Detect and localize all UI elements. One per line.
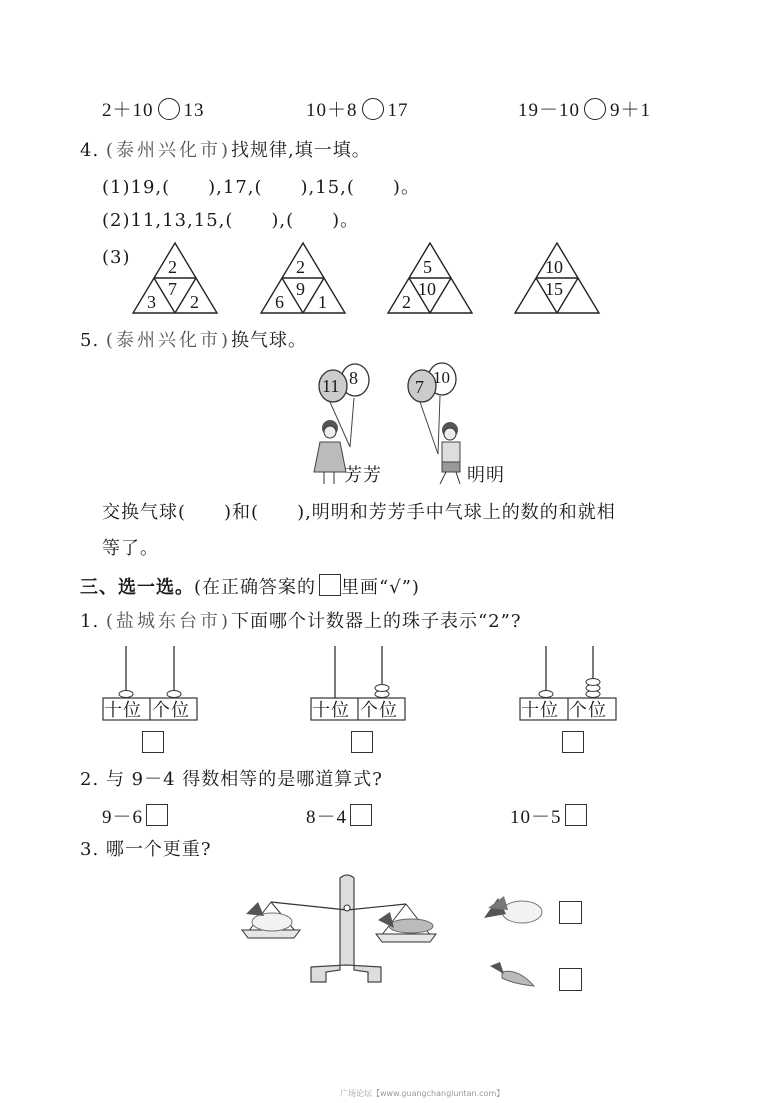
q4-part1: (1)19,( ),17,( ),15,( )。 bbox=[102, 177, 420, 198]
balloon-mingming-2: 10 bbox=[433, 368, 450, 387]
q5-heading bbox=[80, 330, 307, 352]
triangle-4-top: 10 bbox=[545, 257, 563, 277]
question-number: 5. bbox=[80, 330, 100, 351]
question-source: (泰州兴化市) bbox=[105, 140, 231, 161]
q5-question-line1: 交换气球( )和( ),明明和芳芳手中气球上的数的和就相 bbox=[102, 502, 616, 523]
section-3-heading bbox=[80, 574, 420, 599]
option-1-answer-box[interactable] bbox=[146, 804, 168, 826]
triangle-3-top: 5 bbox=[423, 257, 432, 277]
question-title: 哪一个更重? bbox=[105, 839, 212, 860]
answer-circle[interactable] bbox=[584, 98, 606, 120]
section-instruction: (在正确答案的 bbox=[194, 577, 317, 598]
balloon-fangfang-2: 8 bbox=[349, 368, 358, 388]
s3q2-option-2 bbox=[306, 804, 372, 829]
option-expression: 10－5 bbox=[510, 807, 562, 828]
abacus-3-answer-box[interactable] bbox=[562, 731, 584, 753]
s3q3-heading bbox=[80, 839, 212, 861]
s3q2-option-3 bbox=[510, 804, 587, 829]
q5-question-line2: 等了。 bbox=[102, 538, 159, 559]
question-number: 4. bbox=[80, 140, 100, 161]
abacus-3-ones-label: 个位 bbox=[569, 700, 607, 721]
s3q2-heading bbox=[80, 769, 383, 791]
question-title: 换气球。 bbox=[230, 330, 307, 351]
triangle-3-center: 10 bbox=[418, 279, 436, 299]
triangle-1-center: 7 bbox=[168, 279, 177, 299]
option-3-answer-box[interactable] bbox=[565, 804, 587, 826]
abacus-1-answer-box[interactable] bbox=[142, 731, 164, 753]
compare-item-1 bbox=[102, 98, 205, 122]
triangle-3-left[interactable]: 2 bbox=[402, 292, 411, 312]
triangle-2-right: 1 bbox=[318, 292, 327, 312]
question-number: 2. bbox=[80, 769, 100, 790]
compare-left: 2＋10 bbox=[102, 100, 154, 121]
compare-item-3 bbox=[518, 98, 651, 122]
option-2-answer-box[interactable] bbox=[350, 804, 372, 826]
carrot-answer-box[interactable] bbox=[559, 968, 582, 991]
s3q2-option-1 bbox=[102, 804, 168, 829]
abacus-1-ones-label: 个位 bbox=[152, 700, 190, 721]
q4-part3-label: (3) bbox=[102, 247, 131, 268]
triangle-2-top: 2 bbox=[296, 257, 305, 277]
abacus-1-tens-label: 十位 bbox=[104, 700, 142, 721]
footer-watermark: 广场论坛【www.guangchangluntan.com】 bbox=[340, 1089, 505, 1098]
compare-right: 9＋1 bbox=[610, 100, 652, 121]
compare-left: 19－10 bbox=[518, 100, 581, 121]
compare-right: 17 bbox=[387, 100, 409, 121]
number-triangle-2 bbox=[258, 240, 348, 316]
compare-left: 10＋8 bbox=[306, 100, 358, 121]
carrot-icon bbox=[488, 958, 538, 992]
answer-circle[interactable] bbox=[158, 98, 180, 120]
section-instruction-end: 里画“√”) bbox=[341, 577, 420, 598]
checkbox-sample-icon bbox=[319, 574, 341, 596]
balloon-mingming-1: 7 bbox=[415, 377, 424, 397]
compare-right: 13 bbox=[183, 100, 205, 121]
question-title: 与 9－4 得数相等的是哪道算式? bbox=[105, 769, 383, 790]
balance-scale-illustration bbox=[236, 872, 446, 984]
abacus-2-tens-label: 十位 bbox=[312, 700, 350, 721]
abacus-3-tens-label: 十位 bbox=[521, 700, 559, 721]
question-source: (泰州兴化市) bbox=[105, 330, 231, 351]
triangle-1-right: 2 bbox=[190, 292, 199, 312]
section-title: 三、选一选。 bbox=[80, 577, 194, 598]
triangle-1-top: 2 bbox=[168, 257, 177, 277]
balloon-fangfang-1: 11 bbox=[322, 376, 340, 396]
abacus-2-answer-box[interactable] bbox=[351, 731, 373, 753]
triangle-4-center: 15 bbox=[545, 279, 563, 299]
radish-icon bbox=[480, 888, 546, 930]
abacus-2-ones-label: 个位 bbox=[360, 700, 398, 721]
number-triangle-4 bbox=[512, 240, 602, 316]
triangle-2-left: 6 bbox=[275, 292, 284, 312]
compare-item-2 bbox=[306, 98, 409, 122]
number-triangle-1 bbox=[130, 240, 220, 316]
question-source: (盐城东台市) bbox=[105, 611, 231, 632]
question-title: 下面哪个计数器上的珠子表示“2”? bbox=[230, 611, 522, 632]
q4-heading bbox=[80, 140, 371, 162]
s3q1-heading bbox=[80, 611, 521, 633]
number-triangle-3 bbox=[385, 240, 475, 316]
question-number: 3. bbox=[80, 839, 100, 860]
answer-circle[interactable] bbox=[362, 98, 384, 120]
question-number: 1. bbox=[80, 611, 100, 632]
mingming-label: 明明 bbox=[467, 465, 505, 486]
option-expression: 9－6 bbox=[102, 807, 144, 828]
option-expression: 8－4 bbox=[306, 807, 348, 828]
triangle-2-center: 9 bbox=[296, 279, 305, 299]
triangle-1-left: 3 bbox=[147, 292, 156, 312]
question-title: 找规律,填一填。 bbox=[230, 140, 371, 161]
fangfang-label: 芳芳 bbox=[344, 465, 382, 486]
radish-answer-box[interactable] bbox=[559, 901, 582, 924]
q4-part2: (2)11,13,15,( ),( )。 bbox=[102, 210, 360, 231]
